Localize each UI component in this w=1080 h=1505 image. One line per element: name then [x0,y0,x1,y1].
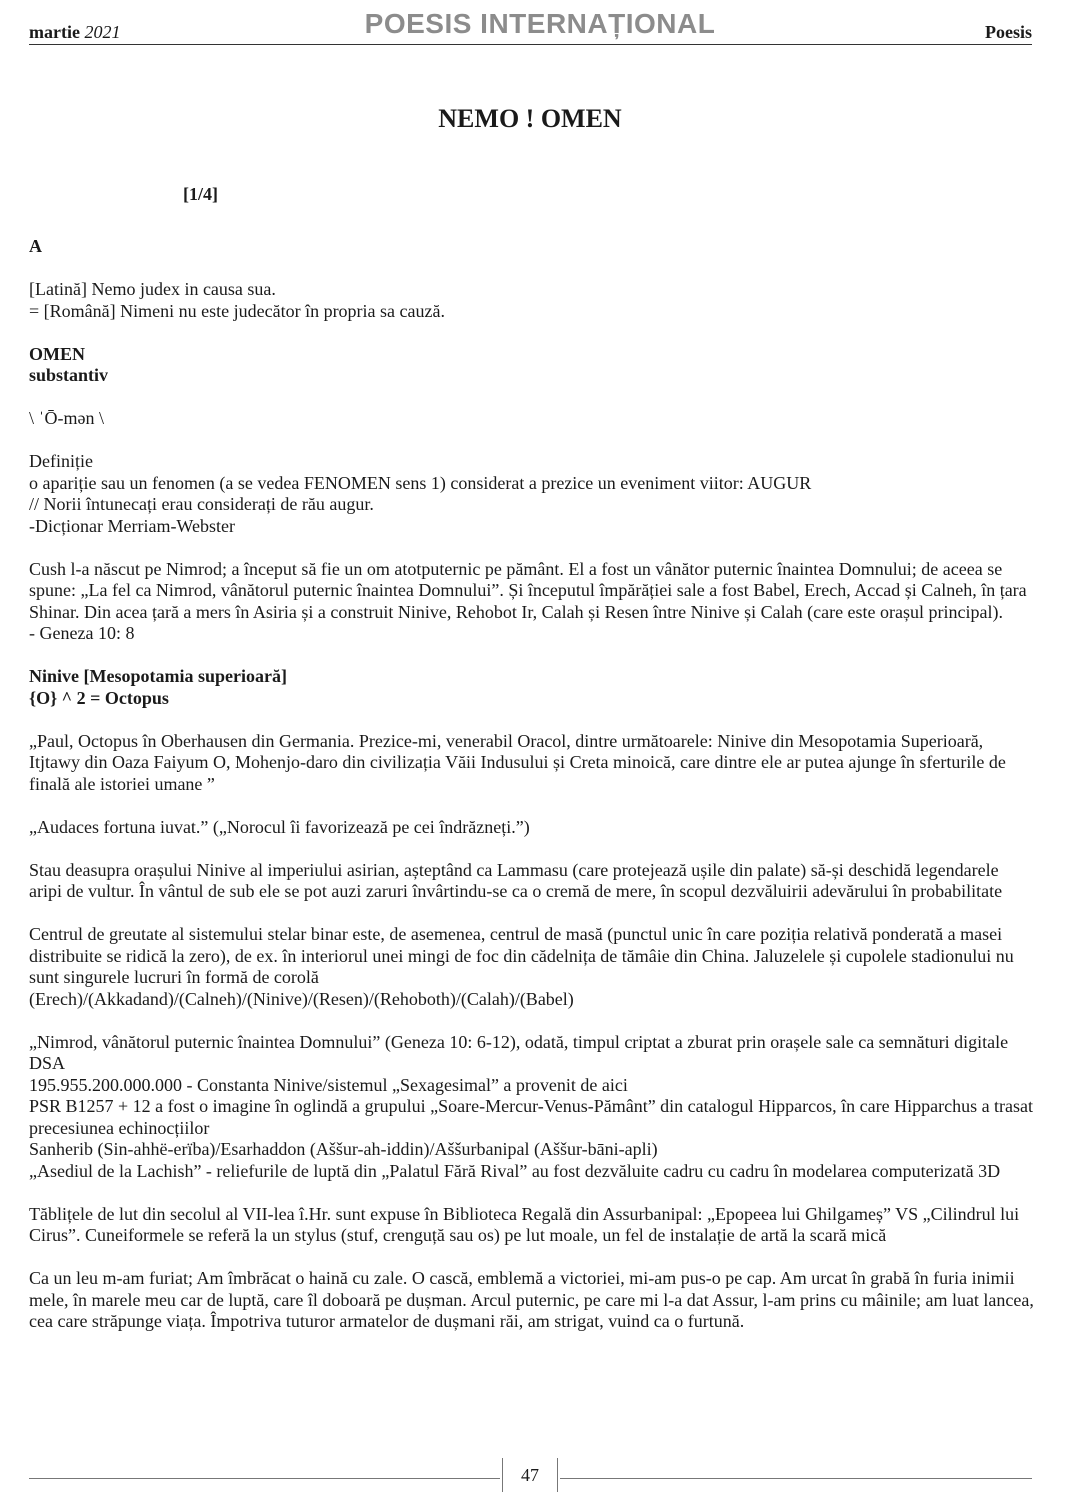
kings-line: Sanherib (Sin-ahhë-erïba)/Esarhaddon (Aššur-ah-iddin)/Aššurbanipal (Aššur-bāni-apli) [29,1139,658,1159]
issue-year: 2021 [84,22,121,42]
page-header [0,0,1080,50]
paragraph-paul: „Paul, Octopus în Oberhausen din Germania. Prezice-mi, venerabil Oracol, dintre următoarele: Ninive din Mesopotamia Superioară, Itjtawy din Oaza Faiyum O, Mohenjo-daro din civilizația Văii Indusului și Creta minoică, care dintre ele ar putea ajunge în sferturile de finală ale istoriei umane ” [29,730,1006,794]
paragraph-stau: Stau deasupra orașului Ninive al imperiului asirian, așteptând ca Lammasu (care protejează ușile din palate) să-și deschidă legendarele aripi de vultur. În vântul de sub ele se pot auzi zaruri învârtindu-se ca o cremă de mere, în scopul dezvăluirii adevărului în probabilitate [29,859,1003,901]
latin-line: [Latină] Nemo judex in causa sua. [29,279,276,299]
definition-text: o apariție sau un fenomen (a se vedea FENOMEN sens 1) considerat a prezice un eveniment viitor: AUGUR [29,472,812,493]
lachish-line: „Asediul de la Lachish” - reliefurile de luptă din „Palatul Fără Rival” au fost dezvăluite cadru cu cadru în modelarea computerizată 3D [29,1160,1001,1181]
paragraph-nimrod [29,1032,1035,1183]
romanian-line: = [Română] Nimeni nu este judecător în propria sa cauză. [29,300,445,321]
page-number: 47 [521,1465,539,1485]
genesis-text: Cush l-a născut pe Nimrod; a început să fie un om atotputernic pe pământ. El a fost un vânător puternic înaintea Domnului; de aceea se spune: „La fel ca Nimrod, vânătorul puternic înaintea Domnului”. Și începutul împărăției sale a fost Babel, Erech, Accad și Calneh, în țara Shinar. Din acea țară a mers în Asiria și a construit Ninive, Rehobot Ir, Calah și Resen între Ninive și Calah (care este orașul principal). [29,558,1027,622]
part-indicator: [1/4] [183,184,218,204]
definition-block [29,451,1035,537]
genesis-reference: - Geneza 10: 8 [29,623,135,643]
paragraph-tablite: Tăblițele de lut din secolul al VII-lea î.Hr. sunt expuse în Biblioteca Regală din Assurbanipal: „Epopeea lui Ghilgameș” VS „Cilindrul lui Cirus”. Cuneiformele se referă la un stylus (stuf, crenguță sau os) pe lut moale, un fel de instalație de artă la scară mică [29,1203,1020,1245]
page-footer [0,1455,1080,1495]
paragraph-centrul [29,924,1035,1010]
paragraph-leu: Ca un leu m-am furiat; Am îmbrăcat o haină cu zale. O cască, emblemă a victoriei, mi-am pus-o pe cap. Am urcat în grabă în furia inimii mele, în marele meu car de luptă, care îl doboară pe dușman. Arcul puternic, pe care mi l-a dat Assur, l-am prins cu mâinile; am luat lancea, cea care străpunge viața. Împotriva tuturor armatelor de dușmani răi, am strigat, vuind ca o furtună. [29,1268,1034,1331]
subheading-block [29,666,1035,709]
footer-divider-right [557,1458,558,1492]
footer-rule-left [29,1478,500,1479]
definition-source: -Dicționar Merriam-Webster [29,515,235,536]
paragraph-audaces: „Audaces fortuna iuvat.” („Norocul îi favorizează pe cei îndrăzneți.”) [29,816,530,837]
header-rule [29,44,1032,45]
cities-line: (Erech)/(Akkadand)/(Calneh)/(Ninive)/(Resen)/(Rehoboth)/(Calah)/(Babel) [29,988,574,1009]
constant-line: 195.955.200.000.000 - Constanta Ninive/sistemul „Sexagesimal” a provenit de aici [29,1074,628,1095]
headword-block [29,344,1035,387]
subheading-ninive: Ninive [Mesopotamia superioară] [29,666,287,686]
pronunciation: \ ˈŌ-mən \ [29,408,104,428]
centrul-text: Centrul de greutate al sistemului stelar binar este, de asemenea, centrul de masă (punctul unic în care poziția relativă ponderată a masei distribuite se ridică la zero), de ex. în interiorul unei mingi de foc din cădelnița de tămâie din China. Jaluzelele și cupolele stadionului nu sunt singurele lucruri în formă de corolă [29,924,1014,987]
section-name: Poesis [985,22,1032,42]
subheading-octopus: {O} ^ 2 = Octopus [29,687,169,708]
article-title: NEMO ! OMEN [438,104,622,133]
definition-example: // Norii întunecați erau considerați de rău augur. [29,494,374,514]
psr-line: PSR B1257 + 12 a fost o imagine în oglindă a grupului „Soare-Mercur-Venus-Pământ” din catalogul Hipparcos, în care Hipparchus a trasat precesiunea echinocțiilor [29,1096,1034,1138]
headword: OMEN [29,343,85,364]
issue-month: martie [29,22,80,42]
magazine-title: POESIS INTERNAȚIONAL [364,8,716,39]
definition-label: Definiție [29,451,93,471]
part-of-speech: substantiv [29,365,109,385]
section-letter: A [29,236,42,256]
footer-divider-left [502,1458,503,1492]
footer-rule-right [560,1478,1032,1479]
genesis-quote [29,559,1035,645]
nimrod-text: „Nimrod, vânătorul puternic înaintea Domnului” (Geneza 10: 6-12), odată, timpul criptat a zburat prin orașele sale ca semnături digitale DSA [29,1031,1009,1073]
article-body [29,236,1035,1354]
latin-maxim [29,279,1035,322]
